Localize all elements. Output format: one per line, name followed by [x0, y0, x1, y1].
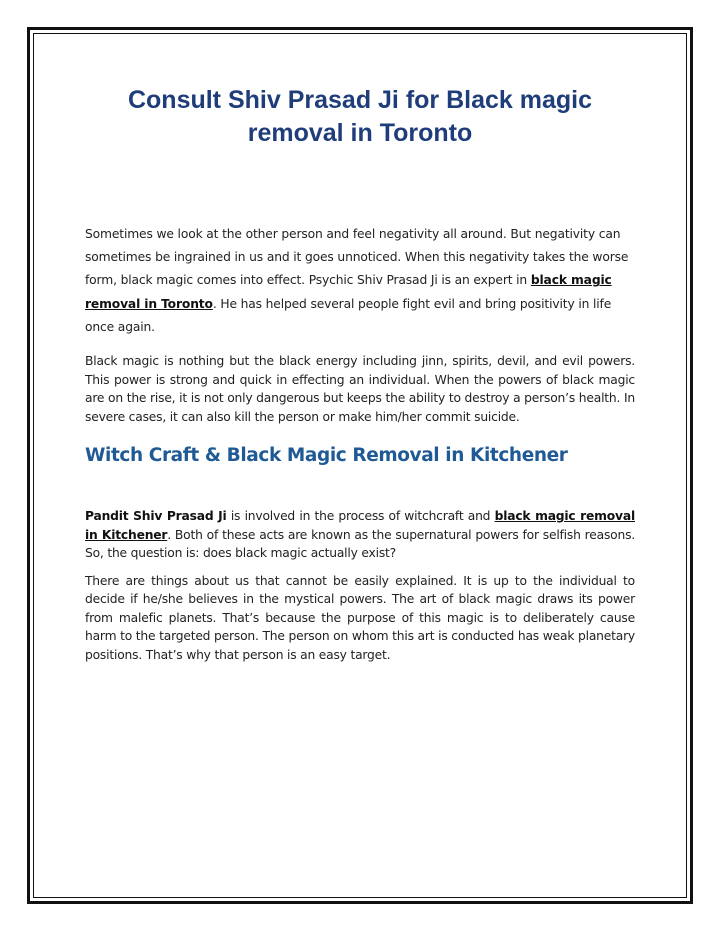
intro-paragraph	[85, 223, 635, 339]
planets-paragraph: There are things about us that cannot be easily explained. It is up to the individual to decide if he/she believes in the mystical powers. The art of black magic draws its power from malefic planets. That’s because the purpose of this magic is to deliberately cause harm to the targeted person. The person on whom this art is conducted has weak planetary positions. That’s why that person is an easy target.	[85, 573, 635, 662]
kitchener-link[interactable]: black magic removal in Kitchener	[85, 509, 635, 542]
toronto-link[interactable]: black magic removal in Toronto	[85, 273, 612, 311]
pandit-name: Pandit Shiv Prasad Ji	[85, 509, 227, 524]
section-heading: Witch Craft & Black Magic Removal in Kitchener	[85, 445, 568, 467]
pandit-text-end: . Both of these acts are known as the supernatural powers for selfish reasons. So, the question is: does black magic actually exist?	[85, 527, 635, 561]
document-body	[85, 84, 635, 664]
page-title: Consult Shiv Prasad Ji for Black magic removal in Toronto	[127, 86, 593, 147]
black-magic-paragraph: Black magic is nothing but the black energy including jinn, spirits, devil, and evil powers. This power is strong and quick in effecting an individual. When the powers of black magic are on the rise, it is not only dangerous but keeps the ability to destroy a person’s health. In severe cases, it can also kill the person or make him/her commit suicide.	[85, 354, 635, 424]
pandit-text-middle: is involved in the process of witchcraft and	[226, 509, 495, 524]
intro-text-start: Sometimes we look at the other person and feel negativity all around. But negativity can sometimes be ingrained in us and it goes unnoticed. When this negativity takes the worse form, black magic comes into effect. Psychic Shiv Prasad Ji is an expert in	[85, 227, 629, 288]
pandit-paragraph	[85, 507, 635, 563]
intro-text-end: . He has helped several people fight evil and bring positivity in life once again.	[85, 296, 612, 334]
